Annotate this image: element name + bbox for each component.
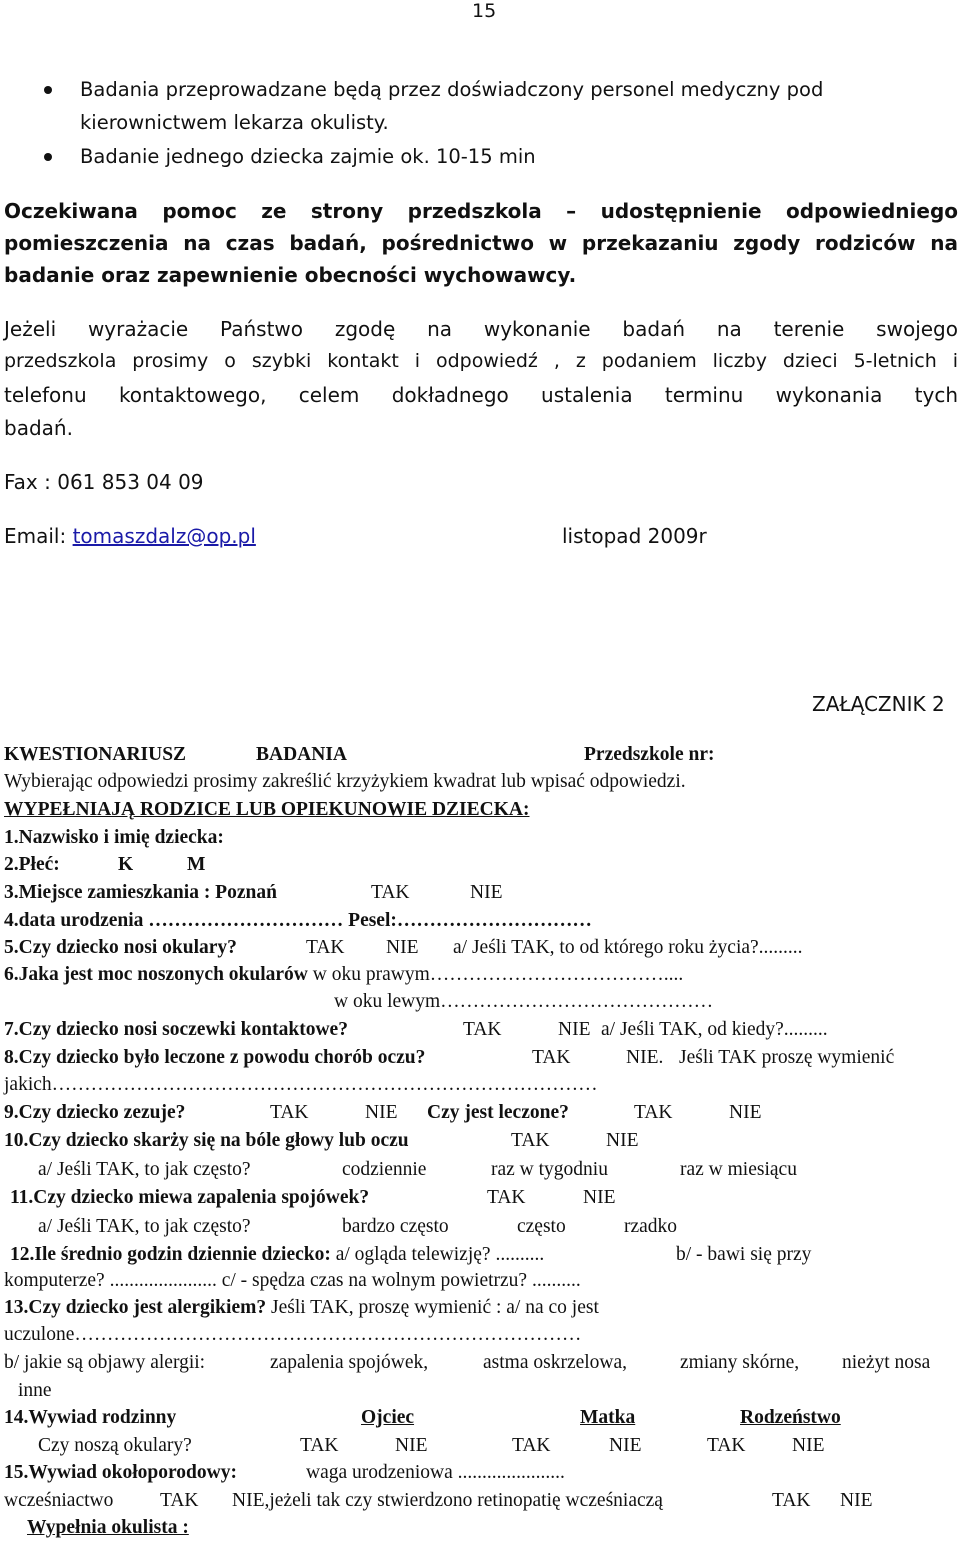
date: listopad 2009r — [562, 524, 707, 548]
fax-number: Fax : 061 853 04 09 — [4, 470, 204, 494]
questionnaire-title-2: BADANIA — [256, 744, 348, 765]
question-12-line — [10, 1244, 544, 1266]
question-15-weight: waga urodzeniowa ...................... — [306, 1462, 565, 1483]
bullet-icon — [44, 86, 52, 94]
option-nie[interactable]: NIE — [792, 1435, 825, 1456]
question-8: 8.Czy dziecko było leczone z powodu chorób oczu? — [4, 1047, 426, 1068]
question-9-b: Czy jest leczone? — [427, 1102, 569, 1123]
option-tak[interactable]: TAK — [371, 882, 410, 903]
question-6-right-eye: w oku prawym……………………………….... — [307, 964, 684, 985]
option-nie[interactable]: NIE — [558, 1019, 591, 1040]
option-nie[interactable]: NIE — [386, 937, 419, 958]
option-tak[interactable]: TAK — [707, 1435, 746, 1456]
option-tak[interactable]: TAK — [772, 1490, 811, 1511]
bullet-1-line-1: Badania przeprowadzane będą przez doświadczony personel medyczny pod — [80, 78, 824, 101]
option-tak[interactable]: TAK — [511, 1130, 550, 1151]
consent-line-1: Jeżeli wyrażacie Państwo zgodę na wykonanie badań na terenie swojego — [4, 317, 958, 341]
question-12-a: a/ ogląda telewizję? .......... — [330, 1244, 545, 1265]
option-asthma[interactable]: astma oskrzelowa, — [483, 1352, 628, 1373]
question-13: 13.Czy dziecko jest alergikiem? — [4, 1297, 267, 1318]
question-2: 2.Płeć: — [4, 854, 60, 875]
option-tak[interactable]: TAK — [300, 1435, 339, 1456]
column-father: Ojciec — [361, 1407, 415, 1428]
question-7: 7.Czy dziecko nosi soczewki kontaktowe? — [4, 1019, 348, 1040]
question-13-line-2: uczulone…………………………………………………………………… — [4, 1324, 582, 1345]
question-15-retinopathy: NIE,jeżeli tak czy stwierdzono retinopatię wcześniaczą — [232, 1490, 663, 1511]
question-15: 15.Wywiad okołoporodowy: — [4, 1462, 237, 1483]
option-weekly[interactable]: raz w tygodniu — [491, 1159, 608, 1180]
email-link[interactable]: tomaszdalz@op.pl — [72, 524, 256, 548]
option-rarely[interactable]: rzadko — [624, 1216, 678, 1237]
option-nie[interactable]: NIE — [365, 1102, 398, 1123]
page-number: 15 — [472, 0, 497, 22]
option-tak[interactable]: TAK — [463, 1019, 502, 1040]
option-tak[interactable]: TAK — [270, 1102, 309, 1123]
column-mother: Matka — [580, 1407, 636, 1428]
option-nie[interactable]: NIE — [729, 1102, 762, 1123]
question-6: 6.Jaka jest moc noszonych okularów — [4, 964, 308, 985]
consent-line-3: telefonu kontaktowego, celem dokładnego ustalenia terminu wykonania tych — [4, 383, 958, 407]
filled-by-heading: WYPEŁNIAJĄ RODZICE LUB OPIEKUNOWIE DZIECKA: — [4, 799, 530, 820]
question-13-tail: Jeśli TAK, proszę wymienić : a/ na co jest — [266, 1297, 599, 1318]
question-11-sub: a/ Jeśli TAK, to jak często? — [38, 1216, 251, 1237]
question-10-sub: a/ Jeśli TAK, to jak często? — [38, 1159, 251, 1180]
option-nie[interactable]: NIE — [395, 1435, 428, 1456]
question-6-line — [4, 964, 683, 986]
expected-help-line-2: pomieszczenia na czas badań, pośrednictwo w przekazaniu zgody rodziców na — [4, 231, 958, 255]
bullet-2-line-1: Badanie jednego dziecka zajmie ok. 10-15 min — [80, 145, 536, 168]
option-often[interactable]: często — [517, 1216, 566, 1237]
option-other[interactable]: inne — [18, 1380, 52, 1401]
option-m[interactable]: M — [187, 854, 206, 875]
questionnaire-title: KWESTIONARIUSZ — [4, 744, 187, 765]
option-nie[interactable]: NIE — [470, 882, 503, 903]
option-nie[interactable]: NIE — [606, 1130, 639, 1151]
question-14: 14.Wywiad rodzinny — [4, 1407, 177, 1428]
ophthalmologist-section-heading: Wypełnia okulista : — [27, 1517, 189, 1538]
question-8-tail: Jeśli TAK proszę wymienić — [679, 1047, 895, 1068]
question-9: 9.Czy dziecko zezuje? — [4, 1102, 186, 1123]
column-siblings: Rodzeństwo — [740, 1407, 841, 1428]
option-k[interactable]: K — [118, 854, 134, 875]
option-tak[interactable]: TAK — [487, 1187, 526, 1208]
option-daily[interactable]: codziennie — [342, 1159, 427, 1180]
question-12-line-2: komputerze? ...................... c/ - spędza czas na wolnym powietrzu? .......... — [4, 1270, 581, 1291]
option-tak[interactable]: TAK — [532, 1047, 571, 1068]
option-nie[interactable]: NIE — [840, 1490, 873, 1511]
option-nie[interactable]: NIE — [583, 1187, 616, 1208]
consent-line-4: badań. — [4, 416, 73, 440]
question-14-sub: Czy noszą okulary? — [38, 1435, 192, 1456]
email-line — [4, 524, 256, 548]
option-tak[interactable]: TAK — [512, 1435, 551, 1456]
expected-help-line-1: Oczekiwana pomoc ze strony przedszkola – udostępnienie odpowiedniego — [4, 199, 958, 223]
question-8-line-2: jakich………………………………………………………………………… — [4, 1074, 598, 1095]
option-tak[interactable]: TAK — [160, 1490, 199, 1511]
question-4: 4.data urodzenia ………………………… Pesel:………………………… — [4, 910, 592, 931]
bullet-1-line-2: kierownictwem lekarza okulisty. — [80, 111, 389, 134]
question-13-b: b/ jakie są objawy alergii: — [4, 1352, 206, 1373]
option-skin-changes[interactable]: zmiany skórne, — [680, 1352, 800, 1373]
question-11: 11.Czy dziecko miewa zapalenia spojówek? — [10, 1187, 370, 1208]
option-rhinitis[interactable]: nieżyt nosa — [842, 1352, 931, 1373]
email-label: Email: — [4, 524, 73, 548]
bullet-icon — [44, 153, 52, 161]
question-6-left-eye: w oku lewym…………………………………… — [334, 991, 714, 1012]
option-tak[interactable]: TAK — [306, 937, 345, 958]
question-12: 12.Ile średnio godzin dziennie dziecko: — [10, 1244, 331, 1265]
option-tak[interactable]: TAK — [634, 1102, 673, 1123]
expected-help-line-3: badanie oraz zapewnienie obecności wychowawcy. — [4, 263, 577, 287]
question-7-sub: a/ Jeśli TAK, od kiedy?......... — [601, 1019, 828, 1040]
question-10: 10.Czy dziecko skarży się na bóle głowy lub oczu — [4, 1130, 409, 1151]
question-12-b: b/ - bawi się przy — [676, 1244, 812, 1265]
question-15-prematurity: wcześniactwo — [4, 1490, 114, 1511]
option-nie[interactable]: NIE — [609, 1435, 642, 1456]
question-1: 1.Nazwisko i imię dziecka: — [4, 827, 224, 848]
consent-line-2: przedszkola prosimy o szybki kontakt i odpowiedź , z podaniem liczby dzieci 5-letnich i — [4, 350, 958, 372]
question-13-line — [4, 1297, 599, 1319]
attachment-label: ZAŁĄCZNIK 2 — [812, 692, 945, 716]
option-nie[interactable]: NIE. — [626, 1047, 664, 1068]
option-monthly[interactable]: raz w miesiącu — [680, 1159, 797, 1180]
question-5-sub: a/ Jeśli TAK, to od którego roku życia?......... — [453, 937, 803, 958]
instruction-text: Wybierając odpowiedzi prosimy zakreślić krzyżykiem kwadrat lub wpisać odpowiedzi. — [4, 771, 686, 792]
option-conjunctivitis[interactable]: zapalenia spojówek, — [270, 1352, 429, 1373]
option-very-often[interactable]: bardzo często — [342, 1216, 449, 1237]
kindergarten-number-label: Przedszkole nr: — [584, 744, 715, 765]
question-5: 5.Czy dziecko nosi okulary? — [4, 937, 237, 958]
question-3: 3.Miejsce zamieszkania : Poznań — [4, 882, 277, 903]
